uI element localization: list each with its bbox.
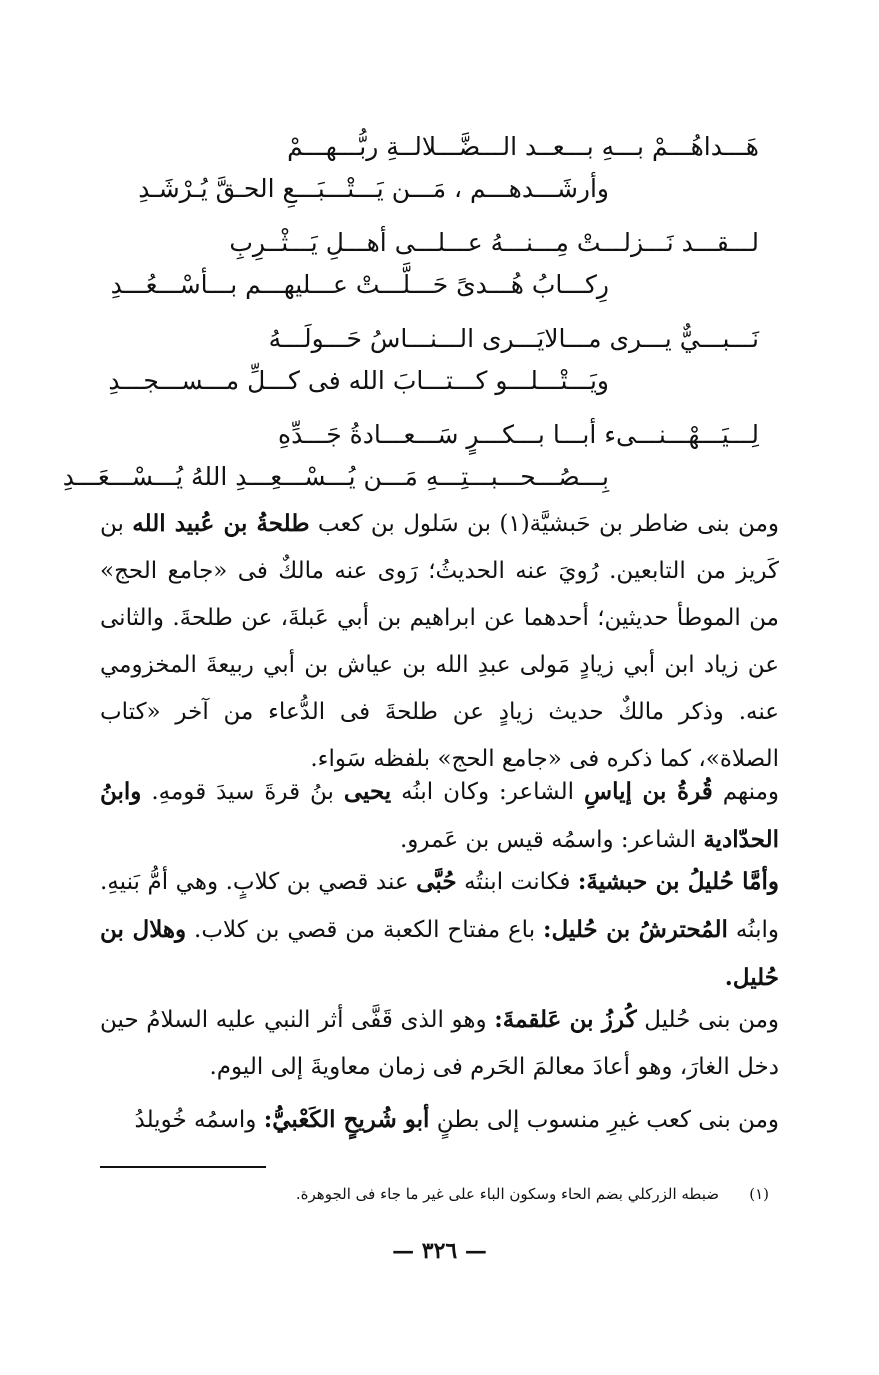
text-run: ومنهم [712,779,779,805]
text-run: بنُ قرةَ سيدَ قومهِ. [141,779,344,805]
verse-couplet-3 [100,318,779,402]
paragraph-kurz [100,996,779,1091]
paragraph-qurra [100,768,779,864]
page-number: — ٣٢٦ — [392,1238,487,1264]
text-run: عند قصي بن كلابٍ. وهي أمُّ بَنيهِ. وابنُه [100,869,779,943]
person-name: قُرةُ بن إياسِ [584,778,713,805]
verse-hemistich: رِكـــابُ هُـــدىً حَـــلَّـــتْ عـــليهـــم بـــأسْـــعُـــدِ [110,270,609,299]
person-name: طلحةُ بن عُبيد الله [132,510,310,537]
verse-couplet-4 [62,414,779,498]
footnote-number: (١) [749,1185,769,1203]
verse-hemistich: لـــقـــد نَـــزلـــتْ مِـــنـــهُ عـــلـــى أهـــلِ يَـــثْــرِبِ [229,228,759,257]
text-run: واسمُه خُويلدُ [134,1107,264,1133]
verse-hemistich: نَـــبـــيٌّ يـــرى مـــالايَـــرى الـــنـــاسُ حَـــولَـــهُ [268,324,759,353]
verse-hemistich: هَـــداهُـــمْ بـــهِ بـــعــد الـــضَّـــلالــةِ ربُّـــهـــمْ [287,132,759,161]
footnote-text: ضبطه الزركلي بضم الحاء وسكون الباء على غير ما جاء فى الجوهرة. [295,1185,719,1203]
person-name: أبو شُريحٍ الكَعْبيُّ: [263,1106,430,1133]
paragraph-hulail [100,858,779,1002]
text-run: الشاعر: واسمُه قيس بن عَمرو. [399,827,704,853]
text-run: ومن بنى ضاطر بن حَبشيَّة(١) بن سَلول بن كعب [309,511,779,537]
verse-hemistich: بِـــصُـــحـــبـــتِـــهِ مَـــن يُـــسْـــعِـــدِ اللهُ يُـــسْـــعَـــدِ [62,462,609,491]
text-run: ومن بنى حُليل [636,1007,780,1033]
person-name: وأمَّا حُليلُ بن حبشيةَ: [577,868,779,895]
text-run: باع مفتاح الكعبة من قصي بن كلاب. [186,917,543,943]
person-name: حُبَّى [416,868,457,895]
text-run: بن كَريز من التابعين. رُويَ عنه الحديثُ؛ رَوى عنه مالكٌ فى «جامع الحج» من الموطأ حديثين؛ أحدهما عن ابراهيم بن أبي عَبلةَ، عن طلحةَ. والثانى عن زياد ابن أبي زيادٍ مَولى عبدِ الله بن عياش بن أبي ربيعةَ المخزومي عنه. وذكر مالكٌ حديث زيادٍ عن طلحةَ فى الدُّعاء من آخر «كتاب الصلاة»، كما ذكره فى «جامع الحج» بلفظه سَواء. [100,511,779,772]
person-name: كُرزُ بن عَلقمةَ: [494,1006,637,1033]
text-run: ومن بنى كعب غيرِ منسوب إلى بطنٍ [429,1107,779,1133]
paragraph-abu-shuraih [100,1096,779,1144]
person-name: يحيى [343,778,392,805]
person-name: وهلال بن حُليل. [100,916,779,991]
footnote [100,1180,769,1208]
verse-hemistich: وأرشَـــدهـــم ، مَـــن يَـــتْـــبَـــعِ الحـقَّ يُـرْشَـدِ [138,174,609,203]
verse-couplet-2 [100,222,779,306]
verse-couplet-1 [100,126,779,210]
footnote-divider [100,1166,266,1168]
verse-hemistich: ويَـــتْـــلـــو كـــتـــابَ الله فى كـــلِّ مـــســـجـــدِ [108,366,609,395]
text-run: فكانت ابنتُه [456,869,578,895]
text-run: وهو الذى قَفَّى أثر النبي عليه السلامُ حين دخل الغارَ، وهو أعادَ معالمَ الحَرم فى زمان معاويةَ إلى اليوم. [100,1007,779,1080]
person-name: وابنُ الحدّادية [100,778,779,853]
paragraph-talha [100,500,779,783]
person-name: المُحترشُ بن حُليل: [542,916,728,943]
verse-hemistich: لِـــيَـــهْـــنـــىء أبـــا بـــكـــرٍ سَـــعـــادةُ جَـــدِّهِ [278,420,759,449]
text-run: الشاعر: وكان ابنُه [391,779,585,805]
